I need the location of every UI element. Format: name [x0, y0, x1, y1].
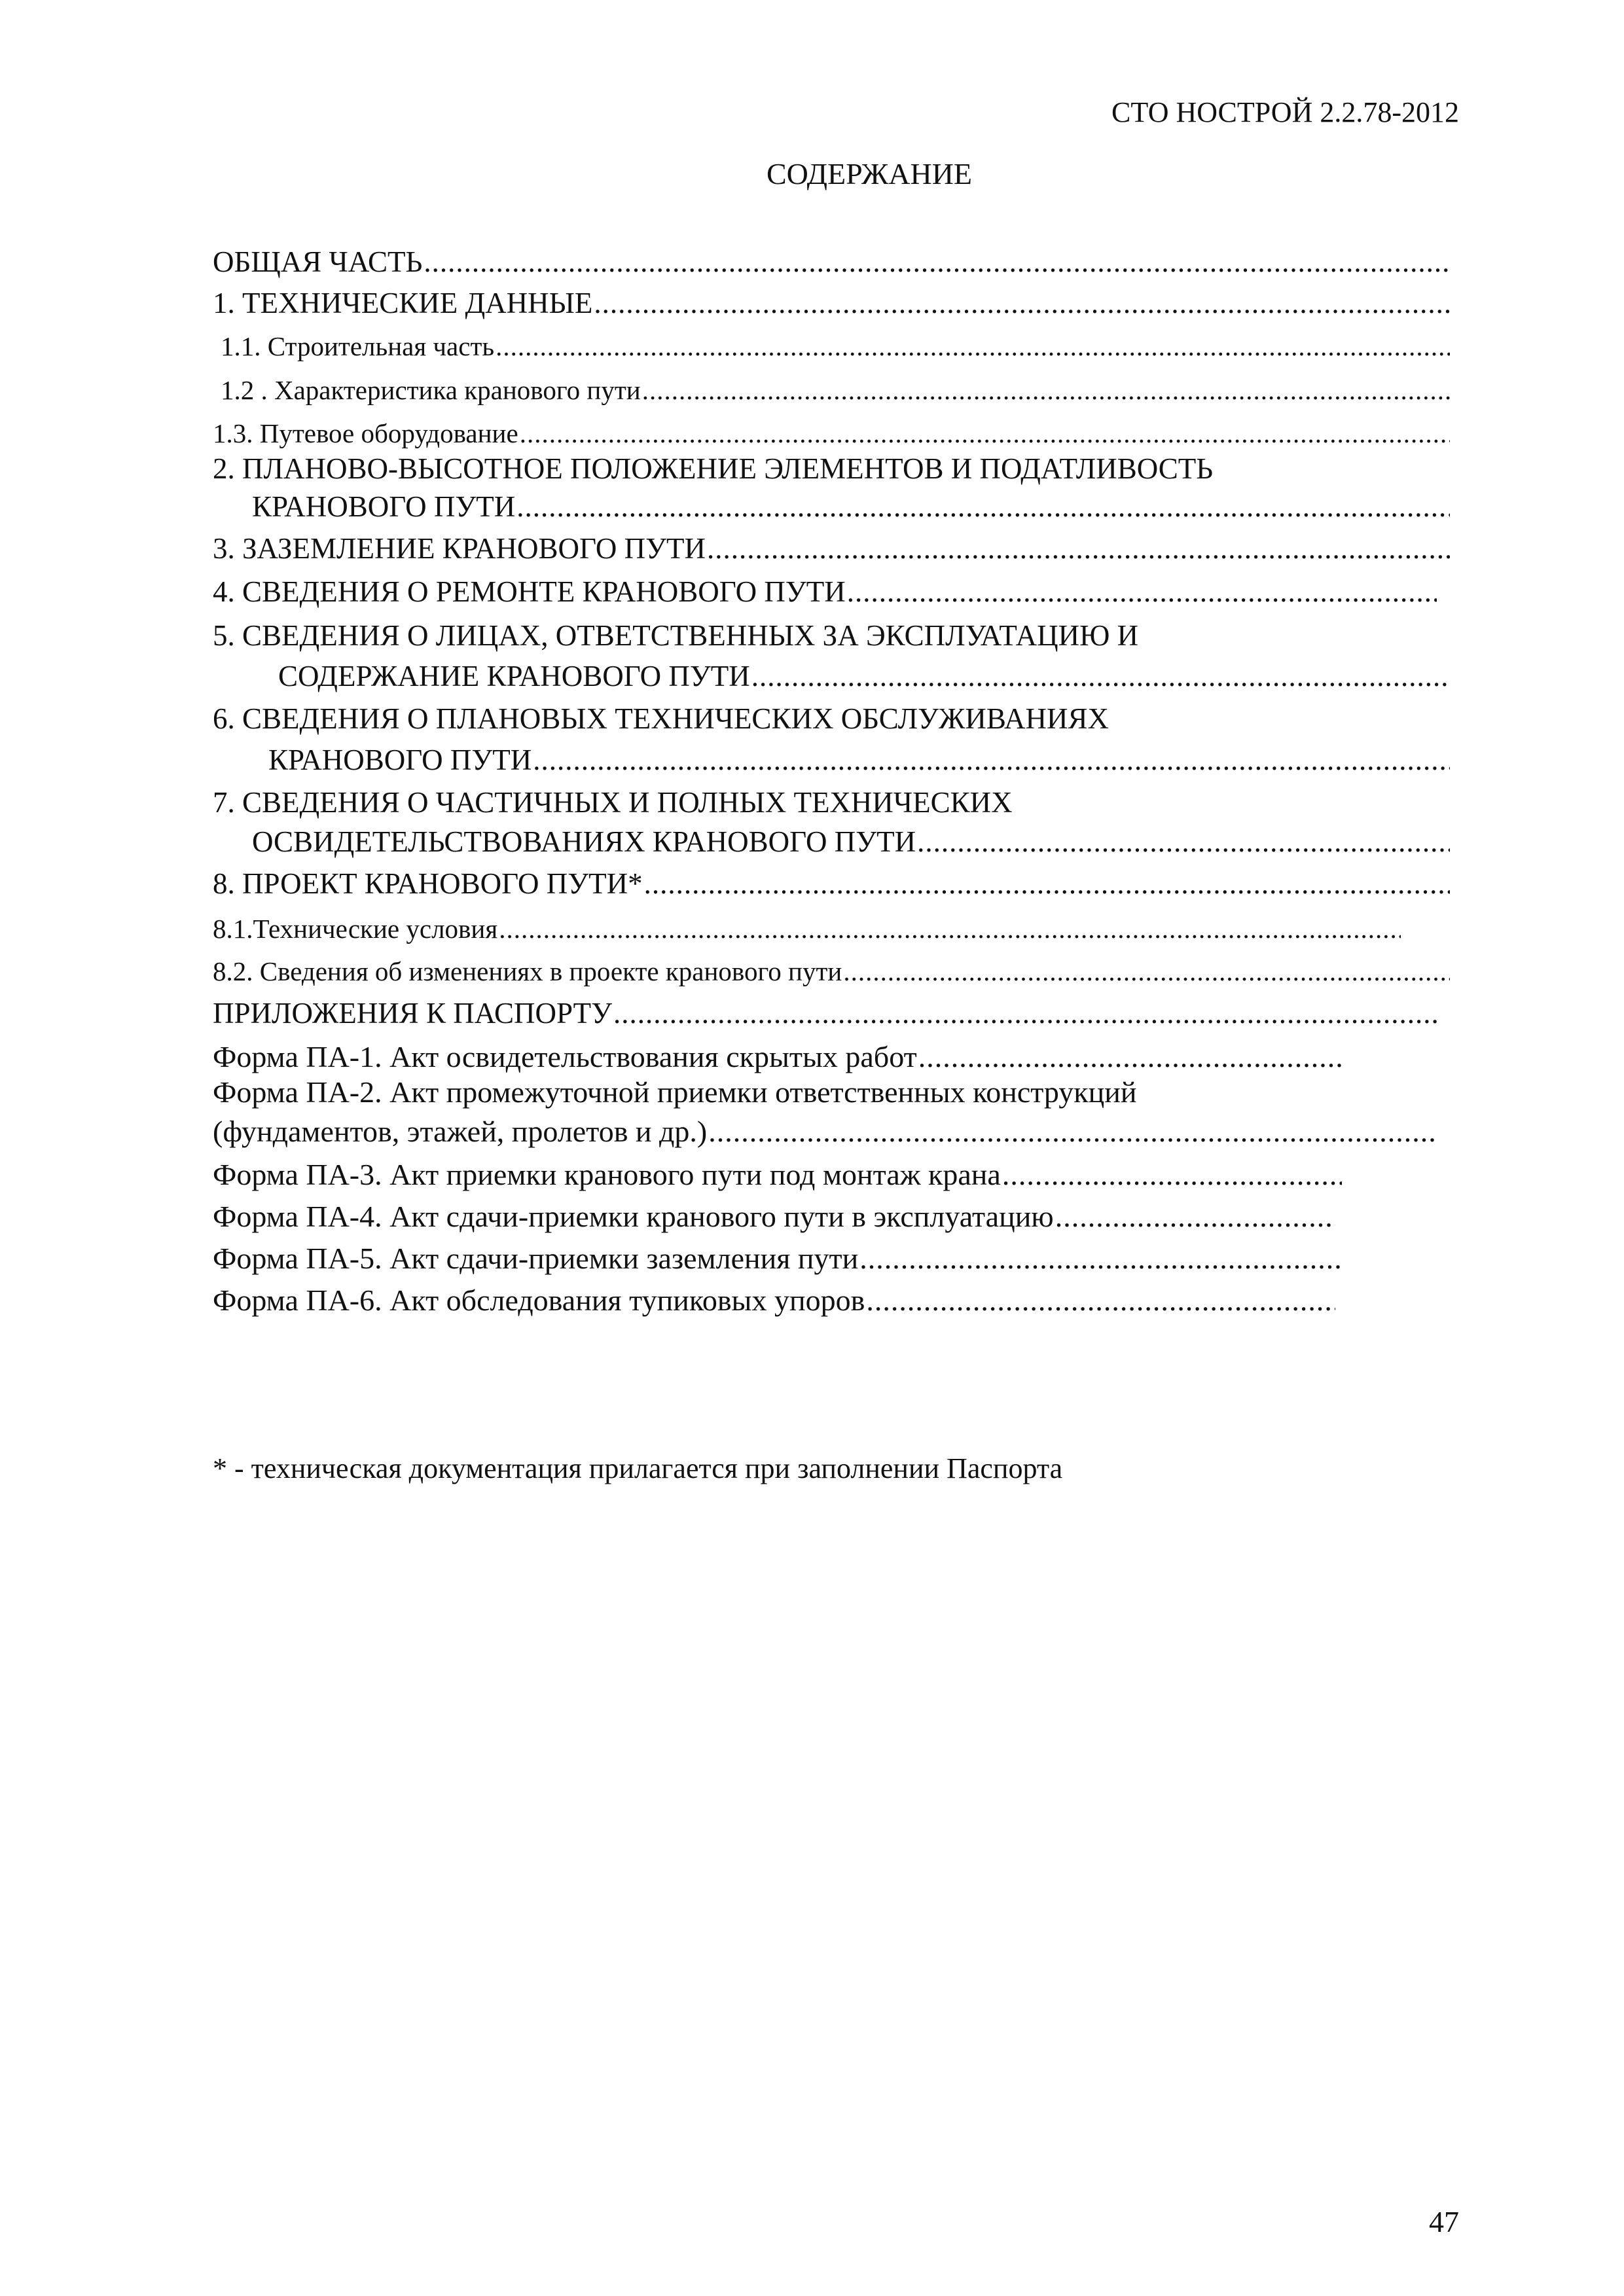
toc-entry-form-pa-3 — [213, 1157, 1342, 1192]
document-code: СТО НОСТРОЙ 2.2.78-2012 — [1111, 96, 1459, 128]
toc-entry-form-pa-6 — [213, 1283, 1335, 1318]
toc-entry-label: СОДЕРЖАНИЕ КРАНОВОГО ПУТИ — [278, 660, 750, 692]
toc-entry-2-line1: 2. ПЛАНОВО-ВЫСОТНОЕ ПОЛОЖЕНИЕ ЭЛЕМЕНТОВ И ПОДАТЛИВОСТЬ — [213, 452, 1214, 485]
dot-leader — [644, 867, 1450, 901]
toc-entry-label: КРАНОВОГО ПУТИ — [268, 744, 532, 776]
toc-entry-5-line1: 5. СВЕДЕНИЯ О ЛИЦАХ, ОТВЕТСТВЕННЫХ ЗА ЭКСПЛУАТАЦИЮ И — [213, 619, 1139, 652]
toc-entry-1-2 — [221, 374, 1450, 406]
footnote: * - техническая документация прилагается при заполнении Паспорта — [213, 1452, 1063, 1484]
toc-entry-label: Форма ПА-5. Акт сдачи-приемки заземления пути — [213, 1242, 859, 1275]
dot-leader — [496, 331, 1450, 362]
dot-leader — [499, 913, 1401, 944]
toc-entry-form-pa-4 — [213, 1199, 1335, 1234]
dot-leader — [533, 743, 1450, 777]
toc-entry-7 — [252, 825, 1450, 859]
toc-entry-form-pa-1 — [213, 1039, 1342, 1074]
toc-entry-1 — [213, 286, 1450, 320]
toc-entry-7-line1: 7. СВЕДЕНИЯ О ЧАСТИЧНЫХ И ПОЛНЫХ ТЕХНИЧЕСКИХ — [213, 786, 1013, 819]
toc-entry-label: 1.3. Путевое оборудование — [213, 418, 518, 448]
toc-entry-label: 8.1.Технические условия — [213, 914, 498, 944]
dot-leader — [859, 1241, 1342, 1276]
toc-entry-label: 1. ТЕХНИЧЕСКИЕ ДАННЫЕ — [213, 287, 593, 319]
dot-leader — [843, 956, 1450, 987]
toc-entry-label: 3. ЗАЗЕМЛЕНИЕ КРАНОВОГО ПУТИ — [213, 532, 706, 565]
toc-entry-1-1 — [221, 331, 1450, 362]
toc-entry-appendices — [213, 996, 1437, 1030]
toc-entry-form-pa-2 — [213, 1114, 1437, 1149]
toc-entry-8-1 — [213, 913, 1401, 944]
toc-entry-3 — [213, 531, 1450, 565]
toc-entry-5 — [278, 659, 1450, 693]
toc-entry-label: (фундаментов, этажей, пролетов и др.) — [213, 1115, 708, 1148]
dot-leader — [594, 286, 1450, 320]
dot-leader — [866, 1283, 1335, 1318]
toc-entry-8-2 — [213, 956, 1450, 987]
toc-title: СОДЕРЖАНИЕ — [766, 157, 973, 190]
toc-entry-label: Форма ПА-3. Акт приемки кранового пути под монтаж крана — [213, 1158, 1001, 1191]
toc-entry-1-3 — [213, 418, 1450, 449]
dot-leader — [751, 659, 1450, 693]
dot-leader — [613, 996, 1437, 1030]
toc-entry-8 — [213, 867, 1450, 901]
toc-entry-label: ОБЩАЯ ЧАСТЬ — [213, 245, 423, 278]
toc-entry-2 — [252, 490, 1450, 524]
toc-entry-6-line1: 6. СВЕДЕНИЯ О ПЛАНОВЫХ ТЕХНИЧЕСКИХ ОБСЛУЖИВАНИЯХ — [213, 702, 1110, 735]
dot-leader — [917, 825, 1450, 859]
toc-entry-form-pa-5 — [213, 1241, 1342, 1276]
dot-leader — [642, 374, 1450, 406]
toc-entry-label: 1.2 . Характеристика кранового пути — [221, 375, 641, 405]
toc-entry-label: 8.2. Сведения об изменениях в проекте кранового пути — [213, 956, 842, 986]
toc-entry-label: 8. ПРОЕКТ КРАНОВОГО ПУТИ* — [213, 867, 643, 900]
dot-leader — [520, 418, 1450, 449]
dot-leader — [918, 1039, 1342, 1074]
toc-entry-6 — [268, 743, 1450, 777]
dot-leader — [708, 1114, 1437, 1149]
dot-leader — [1002, 1157, 1342, 1192]
dot-leader — [424, 245, 1450, 279]
toc-entry-label: ОСВИДЕТЕЛЬСТВОВАНИЯХ КРАНОВОГО ПУТИ — [252, 825, 916, 858]
toc-entry-label: 4. СВЕДЕНИЯ О РЕМОНТЕ КРАНОВОГО ПУТИ — [213, 575, 846, 608]
toc-entry-label: Форма ПА-6. Акт обследования тупиковых упоров — [213, 1283, 865, 1317]
dot-leader — [516, 490, 1450, 524]
dot-leader — [707, 531, 1450, 565]
toc-entry-label: ПРИЛОЖЕНИЯ К ПАСПОРТУ — [213, 997, 612, 1030]
toc-entry-label: 1.1. Строительная часть — [221, 331, 495, 361]
toc-entry-general — [213, 245, 1450, 279]
toc-entry-label: Форма ПА-1. Акт освидетельствования скрытых работ — [213, 1040, 917, 1073]
toc-entry-4 — [213, 575, 1437, 609]
toc-entry-form-pa-2-line1: Форма ПА-2. Акт промежуточной приемки ответственных конструкций — [213, 1075, 1137, 1109]
dot-leader — [847, 575, 1437, 609]
dot-leader — [1055, 1199, 1335, 1234]
toc-entry-label: КРАНОВОГО ПУТИ — [252, 490, 516, 523]
page-number: 47 — [1429, 2205, 1459, 2238]
toc-entry-label: Форма ПА-4. Акт сдачи-приемки кранового пути в эксплуатацию — [213, 1200, 1054, 1233]
